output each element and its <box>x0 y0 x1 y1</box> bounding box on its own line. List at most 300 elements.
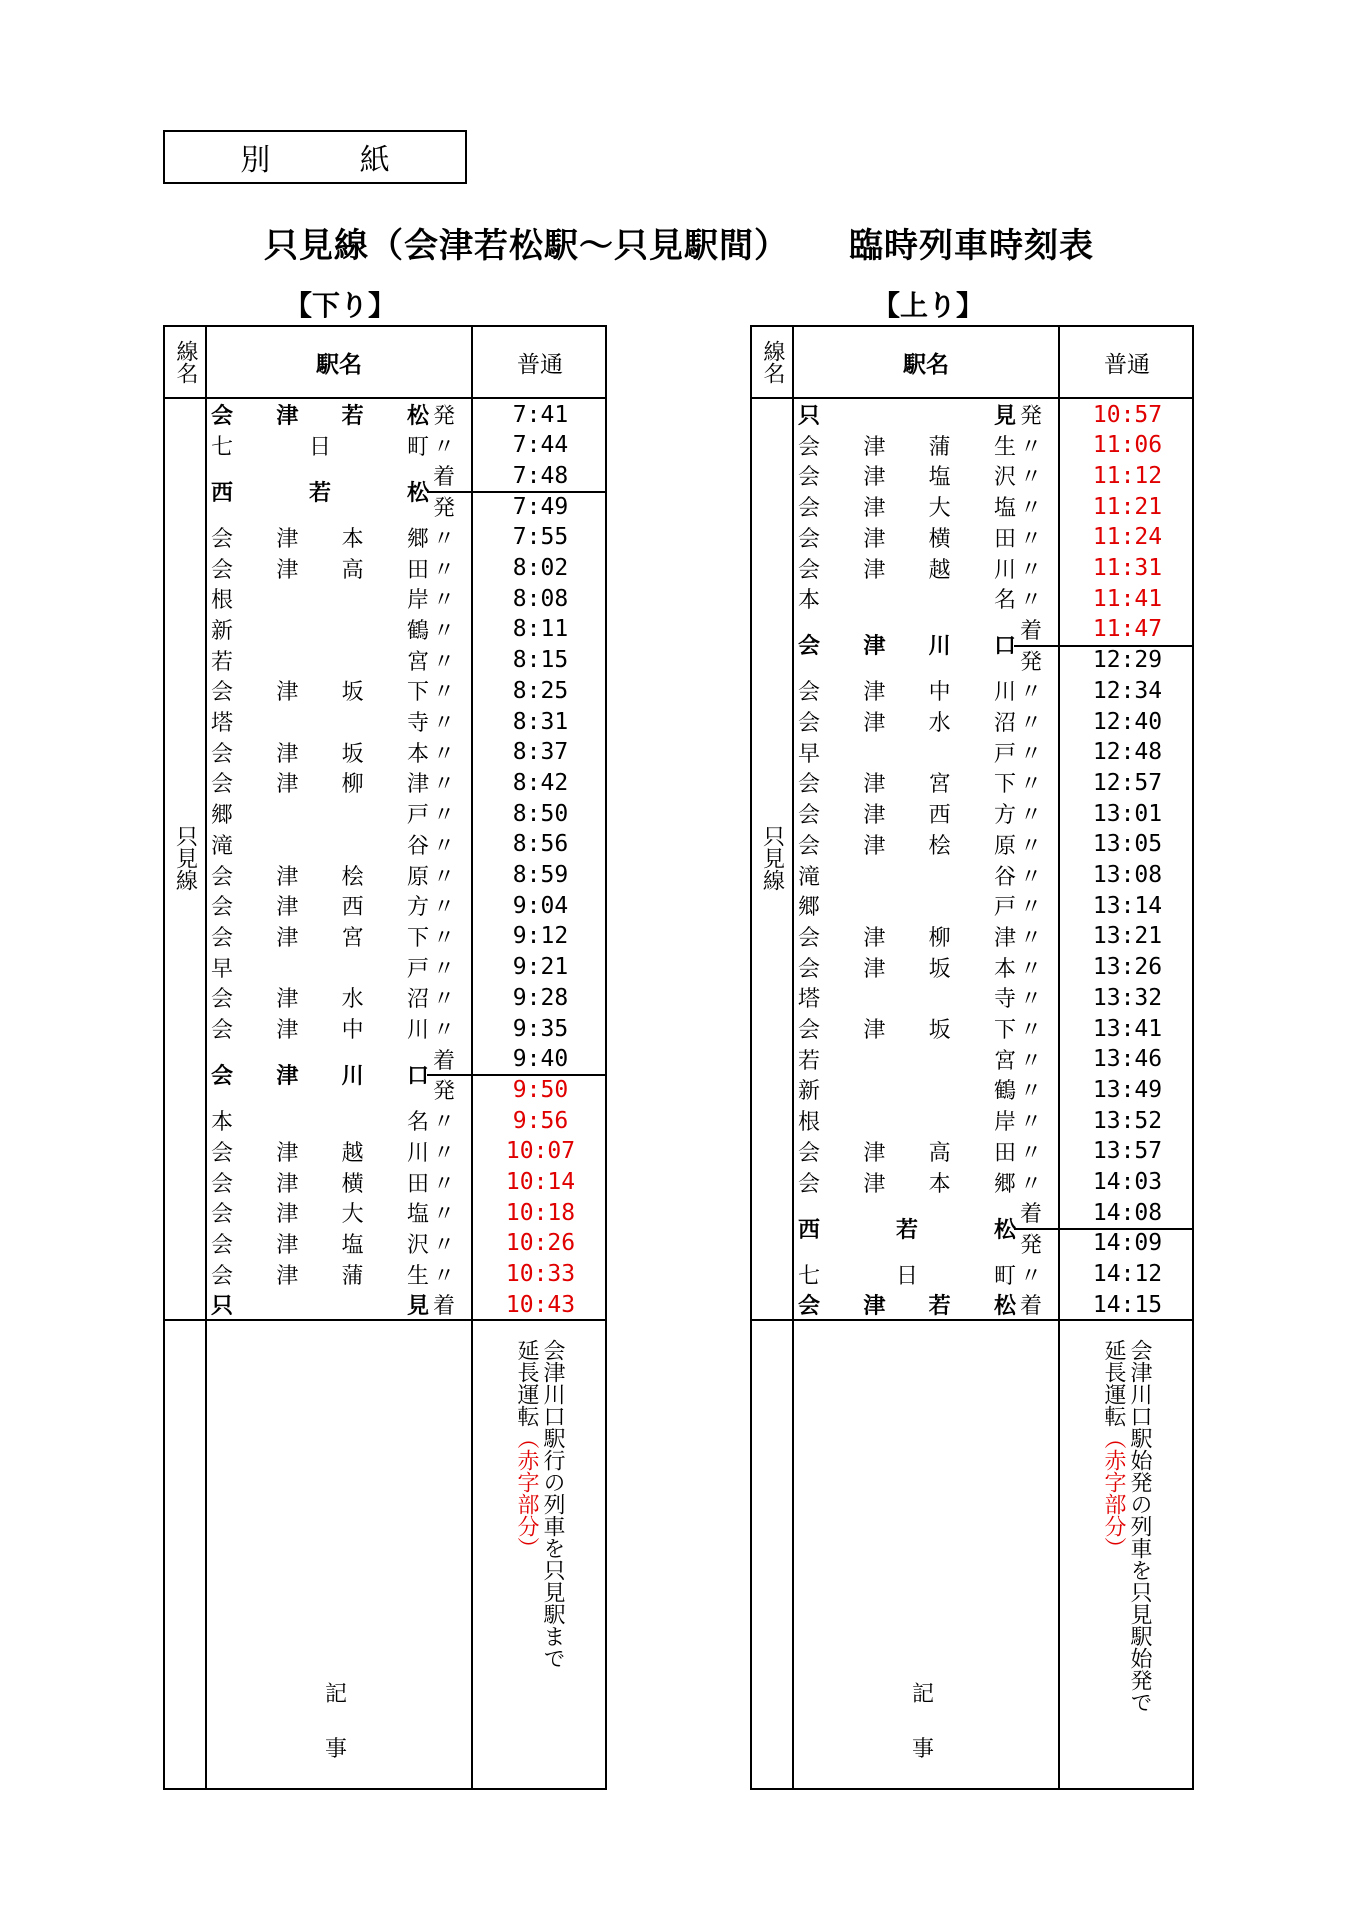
station-char: 谷 <box>406 833 429 859</box>
station-char: 只 <box>211 1294 234 1320</box>
station-name <box>798 1044 1016 1075</box>
station-char: 町 <box>993 1263 1016 1289</box>
station-name <box>211 1197 429 1228</box>
station-char: 津 <box>863 496 886 522</box>
station-char: 津 <box>863 1018 886 1043</box>
station-char: 方 <box>993 803 1016 829</box>
direction-up: 【上り】 <box>872 289 985 322</box>
station-name <box>211 1059 429 1090</box>
station-name <box>211 476 429 507</box>
time-cell: 13:41 <box>1092 1015 1163 1042</box>
station-char: 津 <box>276 772 299 798</box>
arrive-depart-mark: 〃 <box>1019 557 1042 583</box>
time-cell: 11:24 <box>1092 524 1163 551</box>
arrive-depart-mark: 〃 <box>432 1202 455 1228</box>
arrive-depart-mark: 発 <box>1019 404 1042 429</box>
station-char: 宮 <box>341 925 364 951</box>
station-char: 西 <box>211 480 234 506</box>
station-name <box>798 491 1016 522</box>
arrive-depart-mark: 〃 <box>432 1018 455 1043</box>
station-char: 高 <box>341 557 364 583</box>
arrive-depart-mark: 〃 <box>432 1263 455 1289</box>
arrive-depart-mark: 〃 <box>1019 496 1042 522</box>
station-char: 寺 <box>993 987 1016 1013</box>
remark-detail: 会津川口駅始発の列車を只見駅始発で <box>1127 1339 1152 1713</box>
time-cell: 14:09 <box>1092 1230 1163 1257</box>
station-char: 津 <box>276 1202 299 1228</box>
station-name <box>211 706 429 737</box>
remark-extension-text: 延長運転 <box>514 1339 539 1427</box>
station-char: 田 <box>406 557 429 583</box>
time-cell: 8:25 <box>512 677 569 704</box>
station-char: 津 <box>276 557 299 583</box>
arrive-depart-mark: 着 <box>432 1048 455 1074</box>
time-cell: 8:59 <box>512 862 569 888</box>
station-char: 柳 <box>928 925 951 951</box>
time-cell: 10:07 <box>505 1138 576 1165</box>
time-cell: 10:43 <box>505 1291 576 1318</box>
time-cell: 8:15 <box>512 647 569 674</box>
station-char: 川 <box>341 1064 364 1090</box>
arrive-depart-mark: 〃 <box>432 803 455 829</box>
station-char: 津 <box>406 772 429 798</box>
station-char: 坂 <box>928 1018 951 1043</box>
time-cell: 13:08 <box>1092 862 1163 888</box>
station-char: 会 <box>798 772 821 798</box>
station-char: 横 <box>928 526 951 552</box>
station-char: 松 <box>406 404 429 429</box>
station-char: 戸 <box>993 895 1016 921</box>
station-char: 沢 <box>406 1232 429 1258</box>
station-char: 坂 <box>928 956 951 982</box>
station-char: 津 <box>863 925 886 951</box>
time-cell: 10:26 <box>505 1230 576 1257</box>
station-char: 田 <box>993 526 1016 552</box>
station-char: 松 <box>993 1217 1016 1243</box>
station-char: 鶴 <box>406 618 429 644</box>
station-name <box>798 522 1016 553</box>
time-cell: 14:03 <box>1092 1169 1163 1195</box>
station-name <box>211 1228 429 1259</box>
station-name <box>798 798 1016 829</box>
station-char: 生 <box>406 1263 429 1289</box>
station-char: 会 <box>211 864 234 890</box>
station-char: 会 <box>798 634 821 660</box>
arrive-depart-mark: 〃 <box>432 618 455 644</box>
arrive-depart-mark: 〃 <box>1019 1140 1042 1166</box>
time-cell: 8:37 <box>512 739 569 766</box>
time-cell: 13:26 <box>1092 954 1163 981</box>
station-char: 新 <box>798 1079 821 1105</box>
arrive-depart-mark: 〃 <box>432 956 455 982</box>
time-cell: 9:50 <box>512 1076 569 1103</box>
station-char: 岸 <box>406 588 429 614</box>
station-char: 津 <box>276 1263 299 1289</box>
station-char: 七 <box>211 434 234 460</box>
station-char: 坂 <box>341 680 364 706</box>
line-name: 只見線 <box>759 825 785 891</box>
arrive-depart-mark: 〃 <box>1019 741 1042 767</box>
station-char: 会 <box>211 987 234 1013</box>
station-name <box>798 767 1016 798</box>
station-char: 宮 <box>406 649 429 675</box>
station-char: 田 <box>406 1171 429 1197</box>
station-char: 川 <box>993 557 1016 583</box>
station-name <box>798 952 1016 983</box>
time-cell: 12:34 <box>1092 677 1163 704</box>
station-char: 津 <box>276 1064 299 1090</box>
station-char: 会 <box>798 1294 821 1320</box>
arrive-depart-mark: 〃 <box>432 772 455 798</box>
station-char: 鶴 <box>993 1079 1016 1105</box>
station-name <box>798 737 1016 768</box>
time-cell: 13:32 <box>1092 984 1163 1011</box>
arrive-depart-mark: 〃 <box>1019 711 1042 736</box>
station-char: 郷 <box>211 803 234 829</box>
station-name <box>798 829 1016 860</box>
station-char: 津 <box>863 711 886 736</box>
arrive-depart-mark: 〃 <box>432 1110 455 1136</box>
arrive-depart-mark: 〃 <box>1019 1263 1042 1289</box>
arrive-depart-mark: 〃 <box>432 895 455 921</box>
remark-detail: 会津川口駅行の列車を只見駅まで <box>540 1339 565 1669</box>
arrive-depart-mark: 〃 <box>1019 925 1042 951</box>
sheet-label <box>163 130 467 184</box>
station-char: 津 <box>863 803 886 829</box>
arrive-depart-mark: 〃 <box>432 1171 455 1197</box>
station-char: 塩 <box>928 465 951 491</box>
station-char: 宮 <box>993 1048 1016 1074</box>
station-char: 郷 <box>406 526 429 552</box>
time-cell: 14:12 <box>1092 1261 1163 1288</box>
station-char: 津 <box>863 465 886 491</box>
arrive-depart-mark: 〃 <box>432 711 455 736</box>
station-name <box>798 921 1016 952</box>
time-cell: 13:21 <box>1092 923 1163 950</box>
station-name <box>798 860 1016 891</box>
time-cell: 13:14 <box>1092 892 1163 919</box>
station-name <box>211 553 429 584</box>
station-char: 会 <box>211 680 234 706</box>
time-cell: 8:08 <box>512 585 569 612</box>
station-char: 本 <box>211 1110 234 1136</box>
arrive-depart-mark: 〃 <box>432 526 455 552</box>
station-name <box>211 522 429 553</box>
station-char: 会 <box>211 772 234 798</box>
station-char: 谷 <box>993 864 1016 890</box>
arrive-depart-mark: 着 <box>1019 1202 1042 1228</box>
time-cell: 9:28 <box>512 984 569 1011</box>
arrive-depart-mark: 着 <box>1019 1294 1042 1320</box>
station-char: 越 <box>928 557 951 583</box>
remark-label-1: 記 <box>325 1682 348 1707</box>
arrive-depart-mark: 発 <box>1019 649 1042 675</box>
station-char: 津 <box>863 833 886 859</box>
station-char: 津 <box>276 526 299 552</box>
station-name <box>798 460 1016 491</box>
time-cell: 12:40 <box>1092 708 1163 735</box>
station-char: 会 <box>798 434 821 460</box>
page-title <box>0 218 1358 267</box>
station-char: 生 <box>993 434 1016 460</box>
station-char: 川 <box>928 634 951 660</box>
header-train: 普通 <box>1104 351 1150 378</box>
station-char: 津 <box>276 680 299 706</box>
station-char: 津 <box>863 1294 886 1320</box>
station-char: 本 <box>798 588 821 614</box>
station-char: 柳 <box>341 772 364 798</box>
title-timetable: 臨時列車時刻表 <box>849 226 1094 266</box>
station-name <box>211 829 429 860</box>
station-name <box>798 1136 1016 1167</box>
time-cell: 13:01 <box>1092 800 1163 827</box>
station-char: 滝 <box>211 833 234 859</box>
station-name <box>798 1074 1016 1105</box>
time-cell: 9:40 <box>512 1046 569 1073</box>
time-cell: 11:47 <box>1092 616 1163 643</box>
station-char: 松 <box>993 1294 1016 1320</box>
station-char: 川 <box>993 680 1016 706</box>
station-char: 津 <box>863 680 886 706</box>
station-char: 沼 <box>406 987 429 1013</box>
arrive-depart-mark: 着 <box>432 465 455 491</box>
station-char: 名 <box>993 588 1016 614</box>
station-name <box>211 675 429 706</box>
station-char: 七 <box>798 1263 821 1289</box>
arrive-depart-mark: 〃 <box>432 741 455 767</box>
arrive-depart-mark: 〃 <box>432 1232 455 1258</box>
station-char: 会 <box>798 1171 821 1197</box>
station-char: 日 <box>308 434 331 460</box>
station-char: 本 <box>993 956 1016 982</box>
station-char: 水 <box>928 711 951 736</box>
station-char: 下 <box>993 772 1016 798</box>
station-char: 沼 <box>993 711 1016 736</box>
arrive-depart-mark: 〃 <box>1019 1110 1042 1136</box>
arrive-depart-mark: 〃 <box>1019 803 1042 829</box>
time-cell: 11:21 <box>1092 493 1163 520</box>
arrive-depart-mark: 〃 <box>432 864 455 890</box>
station-char: 見 <box>406 1294 429 1320</box>
arrive-depart-mark: 発 <box>432 404 455 429</box>
station-char: 津 <box>276 987 299 1013</box>
remark-red-note: （赤字部分） <box>514 1427 539 1559</box>
time-cell: 9:21 <box>512 954 569 981</box>
arrive-depart-mark: 発 <box>432 1079 455 1105</box>
station-char: 蒲 <box>928 434 951 460</box>
station-char: 郷 <box>798 895 821 921</box>
arrive-depart-mark: 〃 <box>432 434 455 460</box>
arrive-depart-mark: 〃 <box>1019 1018 1042 1043</box>
station-name <box>211 1013 429 1044</box>
station-char: 会 <box>798 1018 821 1043</box>
station-name <box>211 921 429 952</box>
station-char: 早 <box>798 741 821 767</box>
station-char: 会 <box>798 680 821 706</box>
station-char: 若 <box>798 1048 821 1074</box>
time-cell: 12:57 <box>1092 769 1163 796</box>
time-cell: 9:56 <box>512 1107 569 1134</box>
title-route: 只見線（会津若松駅～只見駅間） <box>264 226 789 266</box>
station-char: 下 <box>993 1018 1016 1043</box>
station-name <box>211 1289 429 1320</box>
station-char: 会 <box>798 526 821 552</box>
remark-label-2: 事 <box>912 1737 935 1762</box>
arrive-depart-mark: 〃 <box>1019 526 1042 552</box>
remark-red-note: （赤字部分） <box>1101 1427 1126 1559</box>
station-char: 津 <box>276 864 299 890</box>
line-name: 只見線 <box>172 825 198 891</box>
header-station: 駅名 <box>316 351 362 378</box>
station-char: 会 <box>798 465 821 491</box>
station-char: 会 <box>211 1064 234 1090</box>
station-char: 桧 <box>341 864 364 890</box>
time-cell: 12:29 <box>1092 647 1163 674</box>
station-name <box>211 952 429 983</box>
station-char: 戸 <box>406 956 429 982</box>
station-char: 本 <box>406 741 429 767</box>
station-char: 会 <box>211 1018 234 1043</box>
time-cell: 14:15 <box>1092 1291 1163 1318</box>
time-cell: 10:14 <box>505 1169 576 1195</box>
arrive-depart-mark: 〃 <box>1019 987 1042 1013</box>
station-name <box>211 982 429 1013</box>
station-char: 塩 <box>993 496 1016 522</box>
header-line-name: 線名 <box>173 340 198 384</box>
station-char: 戸 <box>993 741 1016 767</box>
station-char: 大 <box>341 1202 364 1228</box>
station-char: 津 <box>276 1140 299 1166</box>
station-char: 川 <box>406 1018 429 1043</box>
time-cell: 10:18 <box>505 1199 576 1226</box>
station-char: 岸 <box>993 1110 1016 1136</box>
arrive-depart-mark: 〃 <box>432 987 455 1013</box>
arrive-depart-mark: 〃 <box>1019 1048 1042 1074</box>
station-name <box>211 1136 429 1167</box>
arrive-depart-mark: 着 <box>1019 618 1042 644</box>
station-char: 津 <box>276 925 299 951</box>
station-char: 口 <box>993 634 1016 660</box>
time-cell: 7:41 <box>512 401 569 428</box>
time-cell: 11:12 <box>1092 462 1163 489</box>
station-char: 会 <box>798 711 821 736</box>
station-char: 塔 <box>798 987 821 1013</box>
station-char: 松 <box>406 480 429 506</box>
time-cell: 11:31 <box>1092 555 1163 581</box>
station-char: 若 <box>928 1294 951 1320</box>
station-char: 蒲 <box>341 1263 364 1289</box>
station-name <box>798 1289 1016 1320</box>
station-name <box>211 430 429 461</box>
arrive-depart-mark: 着 <box>432 1294 455 1320</box>
time-cell: 9:35 <box>512 1015 569 1042</box>
station-char: 津 <box>276 1232 299 1258</box>
arrive-depart-mark: 〃 <box>432 680 455 706</box>
station-char: 中 <box>341 1018 364 1043</box>
direction-down: 【下り】 <box>284 289 397 322</box>
station-char: 越 <box>341 1140 364 1166</box>
time-cell: 8:56 <box>512 831 569 858</box>
station-char: 桧 <box>928 833 951 859</box>
time-cell: 11:41 <box>1092 585 1163 612</box>
arrive-depart-mark: 〃 <box>432 649 455 675</box>
station-char: 会 <box>211 526 234 552</box>
arrive-depart-mark: 〃 <box>1019 895 1042 921</box>
station-char: 早 <box>211 956 234 982</box>
arrive-depart-mark: 〃 <box>432 925 455 951</box>
time-cell: 11:06 <box>1092 432 1163 459</box>
station-char: 会 <box>798 803 821 829</box>
station-char: 塩 <box>341 1232 364 1258</box>
remark-extension-text: 延長運転 <box>1101 1339 1126 1427</box>
station-char: 若 <box>211 649 234 675</box>
time-cell: 13:57 <box>1092 1138 1163 1165</box>
timetable-up <box>750 325 1194 1790</box>
time-cell: 12:48 <box>1092 739 1163 766</box>
time-cell: 7:44 <box>512 432 569 459</box>
station-char: 原 <box>406 864 429 890</box>
arrive-depart-mark: 〃 <box>1019 772 1042 798</box>
station-char: 町 <box>406 434 429 460</box>
station-char: 会 <box>211 557 234 583</box>
station-char: 塩 <box>406 1202 429 1228</box>
station-char: 滝 <box>798 864 821 890</box>
station-char: 戸 <box>406 803 429 829</box>
arrive-depart-mark: 〃 <box>1019 864 1042 890</box>
station-char: 津 <box>863 1171 886 1197</box>
station-char: 郷 <box>993 1171 1016 1197</box>
station-char: 宮 <box>928 772 951 798</box>
station-char: 名 <box>406 1110 429 1136</box>
station-char: 塔 <box>211 711 234 736</box>
station-name <box>211 645 429 676</box>
station-name <box>798 982 1016 1013</box>
station-char: 会 <box>211 925 234 951</box>
time-cell: 14:08 <box>1092 1199 1163 1226</box>
station-char: 津 <box>276 895 299 921</box>
timetable-down <box>163 325 607 1790</box>
time-cell: 8:02 <box>512 555 569 581</box>
station-char: 津 <box>276 404 299 429</box>
station-char: 田 <box>993 1140 1016 1166</box>
station-name <box>211 737 429 768</box>
station-char: 西 <box>341 895 364 921</box>
station-char: 会 <box>798 956 821 982</box>
station-char: 津 <box>276 1018 299 1043</box>
station-name <box>798 553 1016 584</box>
remark-label-2: 事 <box>325 1737 348 1762</box>
header-train: 普通 <box>517 351 563 378</box>
station-char: 高 <box>928 1140 951 1166</box>
station-char: 西 <box>928 803 951 829</box>
time-cell: 13:46 <box>1092 1046 1163 1073</box>
station-char: 沢 <box>993 465 1016 491</box>
station-char: 津 <box>863 1140 886 1166</box>
station-char: 若 <box>341 404 364 429</box>
station-char: 本 <box>341 526 364 552</box>
arrive-depart-mark: 〃 <box>432 833 455 859</box>
station-char: 大 <box>928 496 951 522</box>
station-name <box>798 706 1016 737</box>
station-char: 津 <box>276 1171 299 1197</box>
station-char: 西 <box>798 1217 821 1243</box>
station-name <box>211 583 429 614</box>
station-char: 会 <box>798 925 821 951</box>
arrive-depart-mark: 〃 <box>1019 1171 1042 1197</box>
station-char: 津 <box>863 956 886 982</box>
station-name <box>798 1213 1016 1244</box>
time-cell: 7:49 <box>512 493 569 520</box>
